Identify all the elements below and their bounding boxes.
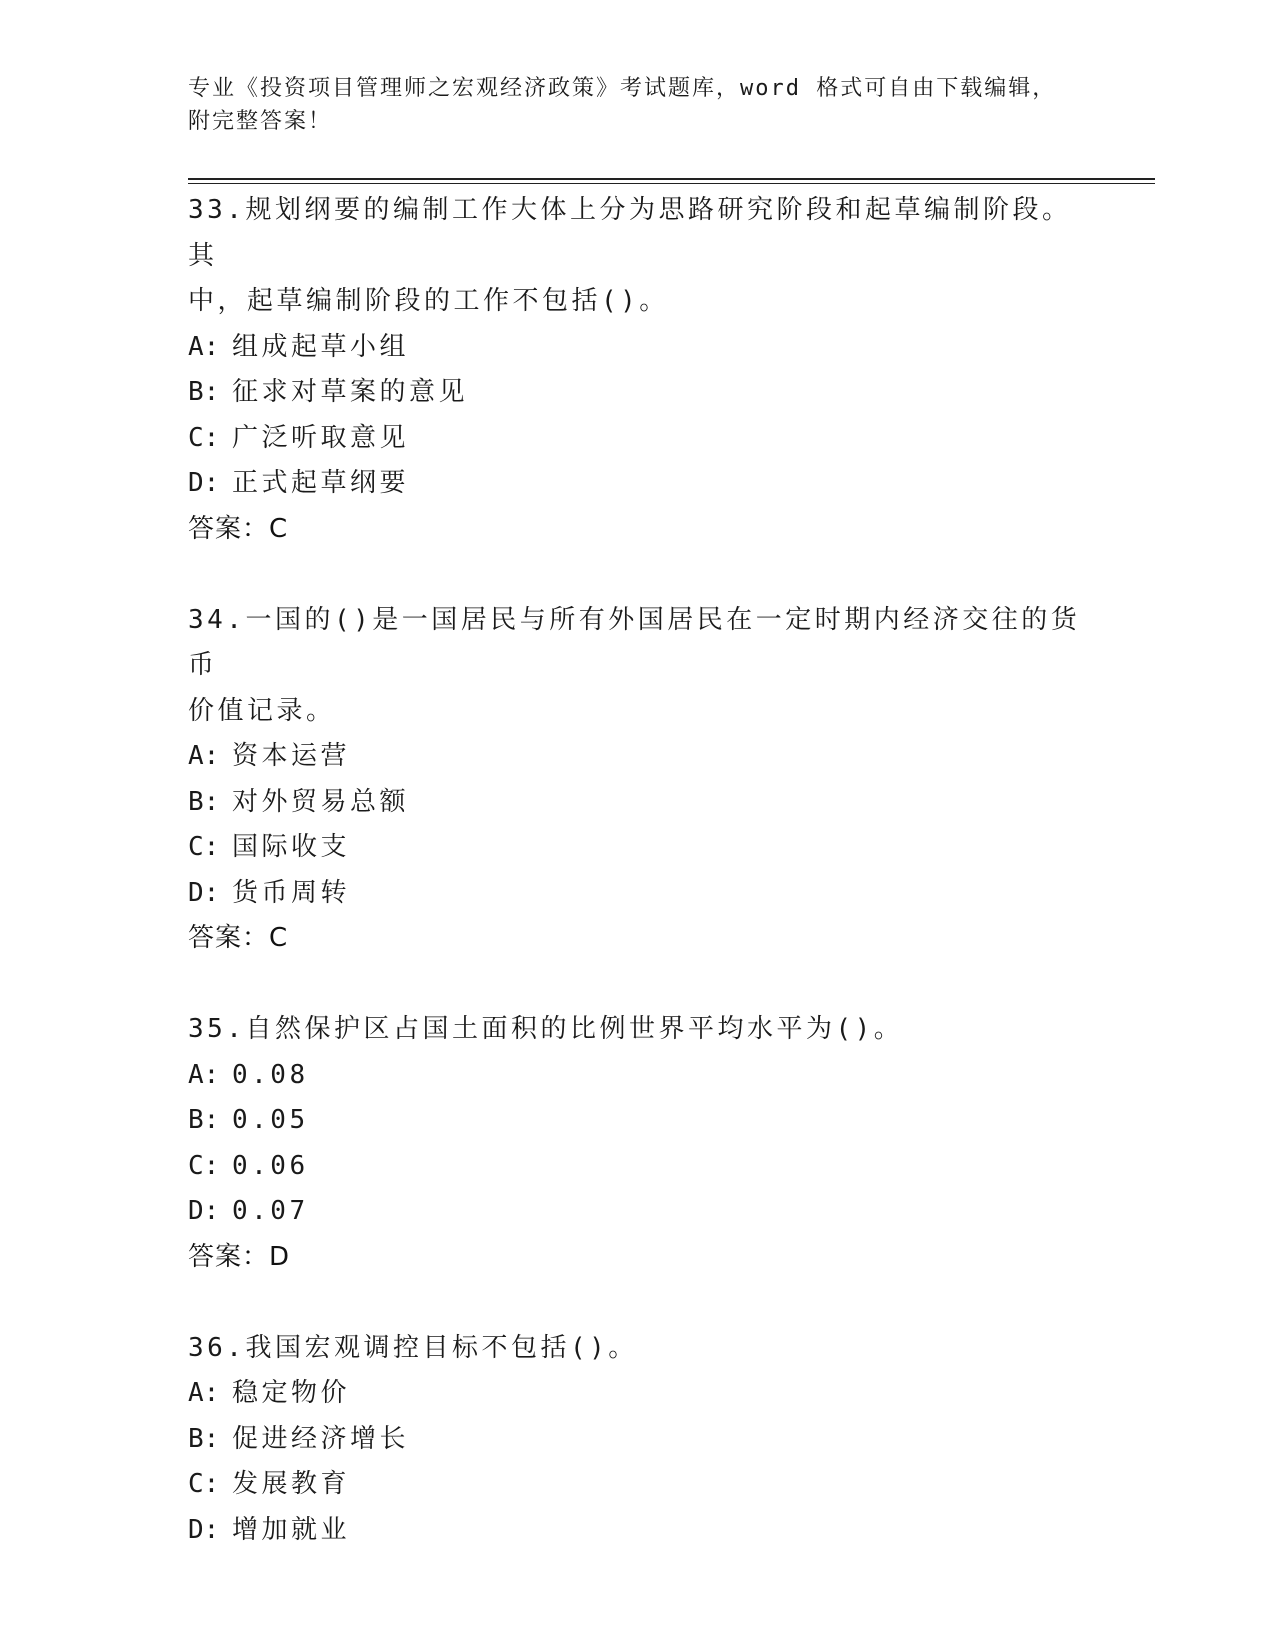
option-key: B: — [188, 1423, 220, 1454]
option-b — [188, 1098, 1088, 1144]
question-spacer — [188, 552, 1088, 598]
option-key: A: — [188, 741, 220, 771]
answer-line: 答案：C — [188, 513, 289, 544]
question-stem-line: 33.规划纲要的编制工作大体上分为思路研究阶段和起草编制阶段。其 — [188, 195, 1072, 271]
option-d — [188, 871, 1088, 917]
option-key: D: — [188, 1196, 220, 1226]
option-d — [188, 1508, 1088, 1554]
option-text: 促进经济增长 — [232, 1423, 410, 1454]
question-stem-line: 价值记录。 — [188, 695, 336, 726]
option-key: A: — [188, 1059, 220, 1090]
option-d — [188, 461, 1088, 507]
option-b — [188, 1417, 1088, 1463]
option-text: 货币周转 — [232, 877, 351, 908]
option-key: C: — [188, 1150, 220, 1181]
question-spacer — [188, 962, 1088, 1008]
option-c — [188, 1462, 1088, 1508]
option-b — [188, 780, 1088, 826]
option-key: C: — [188, 1469, 220, 1499]
option-a — [188, 325, 1088, 371]
question-35 — [188, 1007, 1088, 1280]
option-d — [188, 1189, 1088, 1235]
option-text: 组成起草小组 — [232, 331, 410, 362]
option-key: B: — [188, 1105, 220, 1135]
question-stem-line: 36.我国宏观调控目标不包括()。 — [188, 1332, 638, 1363]
option-text: 征求对草案的意见 — [232, 377, 469, 407]
option-key: B: — [188, 786, 220, 817]
document-header — [188, 72, 1088, 138]
option-a — [188, 734, 1088, 780]
option-text: 正式起草纲要 — [232, 468, 410, 498]
question-stem-line: 中，起草编制阶段的工作不包括()。 — [188, 286, 669, 316]
question-33 — [188, 188, 1088, 552]
option-text: 广泛听取意见 — [232, 422, 410, 453]
option-a — [188, 1053, 1088, 1099]
header-line-1: 专业《投资项目管理师之宏观经济政策》考试题库，word 格式可自由下载编辑， — [188, 76, 1057, 101]
option-key: C: — [188, 832, 220, 862]
option-text: 发展教育 — [232, 1469, 351, 1499]
option-text: 资本运营 — [232, 741, 351, 771]
option-key: B: — [188, 377, 220, 407]
option-key: D: — [188, 1514, 220, 1545]
answer-line: 答案：C — [188, 923, 289, 953]
question-list — [188, 188, 1088, 1553]
question-36 — [188, 1326, 1088, 1554]
option-key: A: — [188, 331, 220, 362]
question-spacer — [188, 1280, 1088, 1326]
option-text: 稳定物价 — [232, 1378, 351, 1408]
question-34 — [188, 598, 1088, 962]
question-stem-line: 35.自然保护区占国土面积的比例世界平均水平为()。 — [188, 1014, 904, 1044]
option-text: 0.08 — [232, 1059, 309, 1090]
option-b — [188, 370, 1088, 416]
option-text: 增加就业 — [232, 1514, 351, 1545]
option-key: C: — [188, 422, 220, 453]
option-text: 0.06 — [232, 1150, 309, 1181]
option-key: D: — [188, 468, 220, 498]
option-c — [188, 1144, 1088, 1190]
option-a — [188, 1371, 1088, 1417]
option-text: 0.07 — [232, 1196, 309, 1226]
option-key: A: — [188, 1378, 220, 1408]
option-c — [188, 416, 1088, 462]
option-text: 对外贸易总额 — [232, 786, 410, 817]
header-divider-thick — [188, 178, 1155, 180]
question-stem-line: 34.一国的()是一国居民与所有外国居民在一定时期内经济交往的货币 — [188, 604, 1081, 680]
answer-line: 答案：D — [188, 1241, 291, 1272]
header-line-2: 附完整答案！ — [188, 109, 333, 134]
option-text: 0.05 — [232, 1105, 309, 1135]
option-c — [188, 825, 1088, 871]
header-divider-thin — [188, 183, 1155, 184]
option-key: D: — [188, 877, 220, 908]
option-text: 国际收支 — [232, 832, 351, 862]
